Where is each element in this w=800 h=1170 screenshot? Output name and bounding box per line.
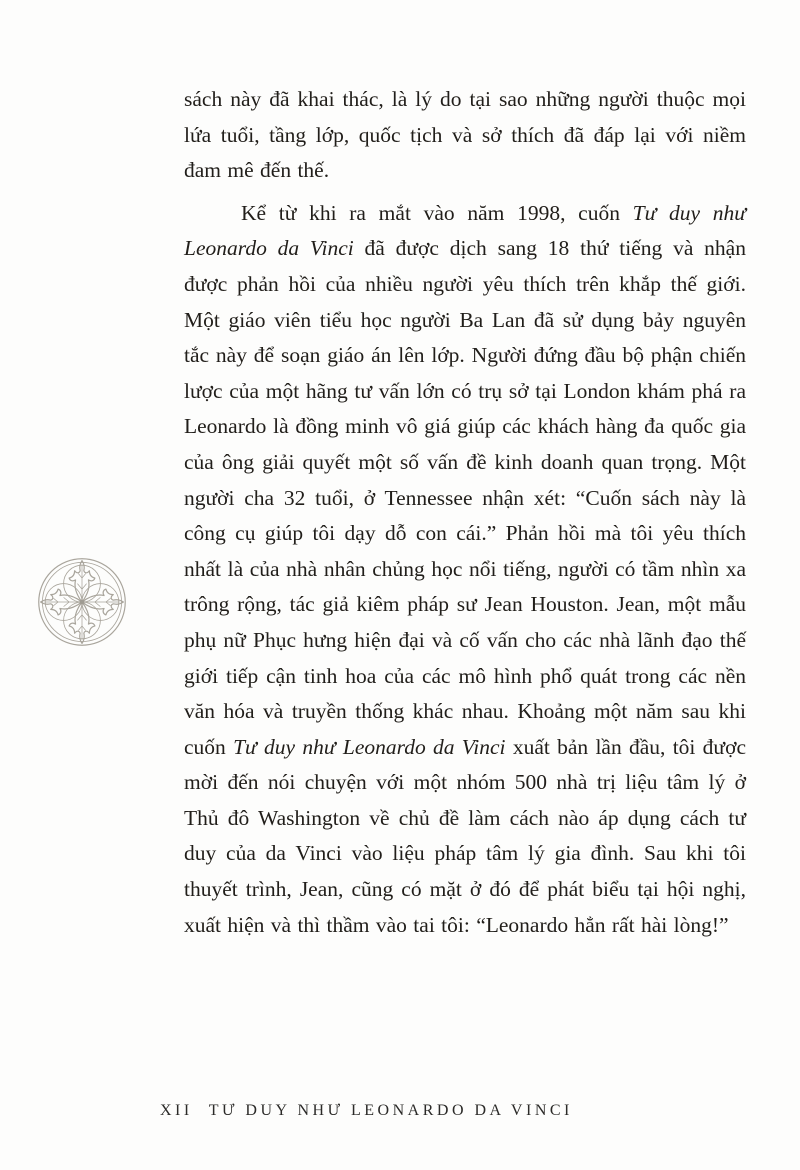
running-title: TƯ DUY NHƯ LEONARDO DA VINCI (208, 1102, 573, 1119)
text-segment: Kể từ khi ra mắt vào năm 1998, cuốn (241, 200, 633, 225)
text-segment: xuất bản lần đầu, tôi được mời đến nói chuyện với một nhóm 500 nhà trị liệu tâm lý ở Thủ đô Washington về chủ đề làm cách nào áp dụng cách tư duy của da Vinci vào liệu pháp tâm lý gia đình. Sau khi tôi thuyết trình, Jean, cũng có mặt ở đó để phát biểu tại hội nghị, xuất hiện và thì thầm vào tai tôi: “Leonardo hẳn rất hài lòng!” (184, 734, 746, 937)
page-number: XII (160, 1102, 193, 1119)
paragraph (184, 196, 746, 943)
book-title-italic: Tư duy như Leonardo da Vinci (233, 734, 506, 759)
rosette-ornament (36, 555, 128, 649)
body-text (184, 82, 746, 943)
page-footer (160, 1102, 573, 1120)
paragraph (184, 82, 746, 189)
text-segment: sách này đã khai thác, là lý do tại sao những người thuộc mọi lứa tuổi, tầng lớp, quốc tịch và sở thích đã đáp lại với niềm đam mê đến thế. (184, 87, 746, 183)
text-segment: đã được dịch sang 18 thứ tiếng và nhận được phản hồi của nhiều người yêu thích trên khắp thế giới. Một giáo viên tiểu học người Ba Lan đã sử dụng bảy nguyên tắc này để soạn giáo án lên lớp. Người đứng đầu bộ phận chiến lược của một hãng tư vấn lớn có trụ sở tại London khám phá ra Leonardo là đồng minh vô giá giúp các khách hàng đa quốc gia của ông giải quyết một số vấn đề kinh doanh quan trọng. Một người cha 32 tuổi, ở Tennessee nhận xét: “Cuốn sách này là công cụ giúp tôi dạy dỗ con cái.” Phản hồi mà tôi yêu thích nhất là của nhà nhân chủng học nổi tiếng, người có tầm nhìn xa trông rộng, tác giả kiêm pháp sư Jean Houston. Jean, một mẫu phụ nữ Phục hưng hiện đại và cố vấn cho các nhà lãnh đạo thế giới tiếp cận tinh hoa của các mô hình phổ quát trong các nền văn hóa và truyền thống khác nhau. Khoảng một năm sau khi cuốn (184, 236, 746, 759)
book-title-italic: Tư duy như Leonardo da Vinci (184, 200, 746, 261)
